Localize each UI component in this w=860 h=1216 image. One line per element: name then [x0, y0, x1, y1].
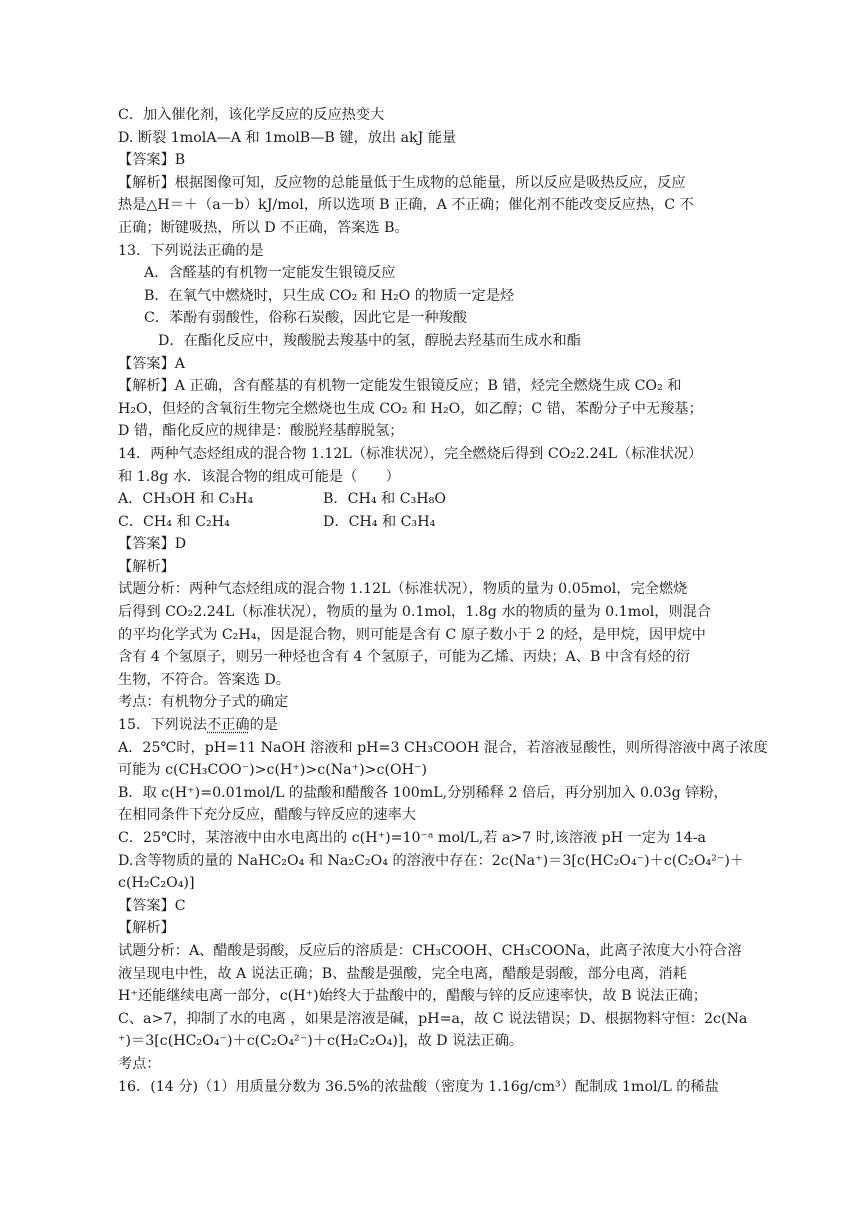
q15-option-c: C．25℃时，某溶液中由水电离出的 c(H⁺)=10⁻ᵃ mol/L,若 a>7 时,该溶液 pH 一定为 14-a — [118, 830, 706, 846]
q14-option-c: C．CH₄ 和 C₂H₄ — [118, 513, 230, 530]
q15-option-a: A．25℃时，pH=11 NaOH 溶液和 pH=3 CH₃COOH 混合，若溶液显酸性，则所得溶液中离子浓度 — [118, 739, 768, 756]
q12-option-c: C．加入催化剂，该化学反应的反应热变大 — [118, 107, 385, 123]
q12-option-d: D. 断裂 1molA—A 和 1molB—B 键，放出 akJ 能量 — [118, 129, 457, 146]
q15-stem — [118, 714, 758, 737]
q15-stem-emphasis: 不正确 — [207, 717, 250, 734]
q13-answer: 【答案】A — [118, 355, 185, 372]
q14-explanation-line: 生物，不符合。答案选 D。 — [118, 671, 290, 688]
q15-explanation-line: C、a>7，抑制了水的电离 ，如果是溶液是碱，pH=a，故 C 说法错误；D、根据物料守恒：2c(Na — [118, 1010, 748, 1027]
q15-option-b: B．取 c(H⁺)=0.01mol/L 的盐酸和醋酸各 100mL,分别稀释 2 倍后，再分别加入 0.03g 锌粉， — [118, 784, 728, 801]
q14-kaodian: 考点：有机物分子式的确定 — [118, 694, 289, 711]
q14-option-a: A．CH₃OH 和 C₃H₄ — [118, 491, 254, 508]
q12-explanation-line: 正确；断键吸热，所以 D 不正确，答案选 B。 — [118, 219, 409, 236]
q13-option-c: C．苯酚有弱酸性，俗称石炭酸，因此它是一种羧酸 — [144, 310, 467, 327]
q15-option-b: 在相同条件下充分反应，醋酸与锌反应的速率大 — [118, 807, 416, 824]
q14-explanation-head: 【解析】 — [118, 558, 175, 575]
q14-answer: 【答案】D — [118, 536, 187, 553]
q15-kaodian: 考点： — [118, 1055, 161, 1072]
q12-answer: 【答案】B — [118, 152, 186, 169]
q13-explanation-line: D 错，酯化反应的规律是：酸脱羟基醇脱氢； — [118, 423, 404, 440]
q15-stem-prefix: 15．下列说法 — [118, 717, 207, 734]
q14-stem: 和 1.8g 水．该混合物的组成可能是（ ） — [118, 468, 400, 485]
q15-explanation-line: ⁺)＝3[c(HC₂O₄⁻)＋c(C₂O₄²⁻)＋c(H₂C₂O₄)]，故 D 说法正确。 — [118, 1033, 524, 1050]
q14-options-row — [118, 511, 758, 534]
q16-stem: 16．(14 分)（1）用质量分数为 36.5%的浓盐酸（密度为 1.16g/cm³）配制成 1mol/L 的稀盐 — [118, 1078, 719, 1095]
q15-explanation-line: 液呈现电中性，故 A 说法正确；B、盐酸是强酸，完全电离，醋酸是弱酸，部分电离，消耗 — [118, 965, 687, 982]
q13-stem: 13．下列说法正确的是 — [118, 242, 264, 259]
q15-explanation-line: H⁺还能继续电离一部分，c(H⁺)始终大于盐酸中的，醋酸与锌的反应速率快，故 B 说法正确； — [118, 988, 707, 1005]
q13-option-d: D．在酯化反应中，羧酸脱去羧基中的氢，醇脱去羟基而生成水和酯 — [158, 332, 581, 349]
q15-option-a: 可能为 c(CH₃COO⁻)>c(H⁺)>c(Na⁺)>c(OH⁻) — [118, 762, 428, 779]
q15-stem-suffix: 的是 — [249, 717, 278, 734]
q15-option-d: D.含等物质的量的 NaHC₂O₄ 和 Na₂C₂O₄ 的溶液中存在：2c(Na⁺)＝3[c(HC₂O₄⁻)＋c(C₂O₄²⁻)＋ — [118, 852, 745, 869]
q14-option-d: D．CH₄ 和 C₃H₄ — [323, 513, 436, 530]
q14-option-b: B．CH₄ 和 C₃H₈O — [323, 491, 446, 508]
q14-stem: 14．两种气态烃组成的混合物 1.12L（标准状况），完全燃烧后得到 CO₂2.24L（标准状况） — [118, 445, 703, 462]
q13-option-b: B．在氧气中燃烧时，只生成 CO₂ 和 H₂O 的物质一定是烃 — [144, 287, 515, 304]
q15-answer: 【答案】C — [118, 897, 186, 914]
q14-explanation-line: 含有 4 个氢原子，则另一种烃也含有 4 个氢原子，可能为乙烯、丙炔；A、B 中含有烃的衍 — [118, 649, 691, 666]
q14-explanation-line: 试题分析：两种气态烃组成的混合物 1.12L（标准状况），物质的量为 0.05mol，完全燃烧 — [118, 581, 688, 598]
q13-explanation-line: H₂O，但烃的含氧衍生物完全燃烧也生成 CO₂ 和 H₂O，如乙醇；C 错，苯酚分子中无羧基； — [118, 400, 703, 417]
document-body — [118, 104, 768, 1098]
q12-explanation-line: 【解析】根据图像可知，反应物的总能量低于生成物的总能量，所以反应是吸热反应，反应 — [118, 174, 686, 191]
q12-explanation-line: 热是△H＝＋（a－b）kJ/mol，所以选项 B 正确，A 不正确；催化剂不能改变反应热，C 不 — [118, 197, 694, 214]
q13-option-a: A．含醛基的有机物一定能发生银镜反应 — [144, 265, 396, 282]
q14-explanation-line: 后得到 CO₂2.24L（标准状况），物质的量为 0.1mol，1.8g 水的物质的量为 0.1mol，则混合 — [118, 604, 712, 621]
q15-explanation-head: 【解析】 — [118, 920, 175, 937]
q14-explanation-line: 的平均化学式为 C₂H₄，因是混合物，则可能是含有 C 原子数小于 2 的烃，是甲烷，因甲烷中 — [118, 626, 706, 643]
q14-options-row — [118, 488, 758, 511]
q15-explanation-line: 试题分析：A、醋酸是弱酸，反应后的溶质是：CH₃COOH、CH₃COONa，此离子浓度大小符合溶 — [118, 942, 742, 959]
q15-option-d: c(H₂C₂O₄)] — [118, 875, 195, 892]
q13-explanation-line: 【解析】A 正确，含有醛基的有机物一定能发生银镜反应；B 错，烃完全燃烧生成 CO₂ 和 — [118, 378, 682, 395]
